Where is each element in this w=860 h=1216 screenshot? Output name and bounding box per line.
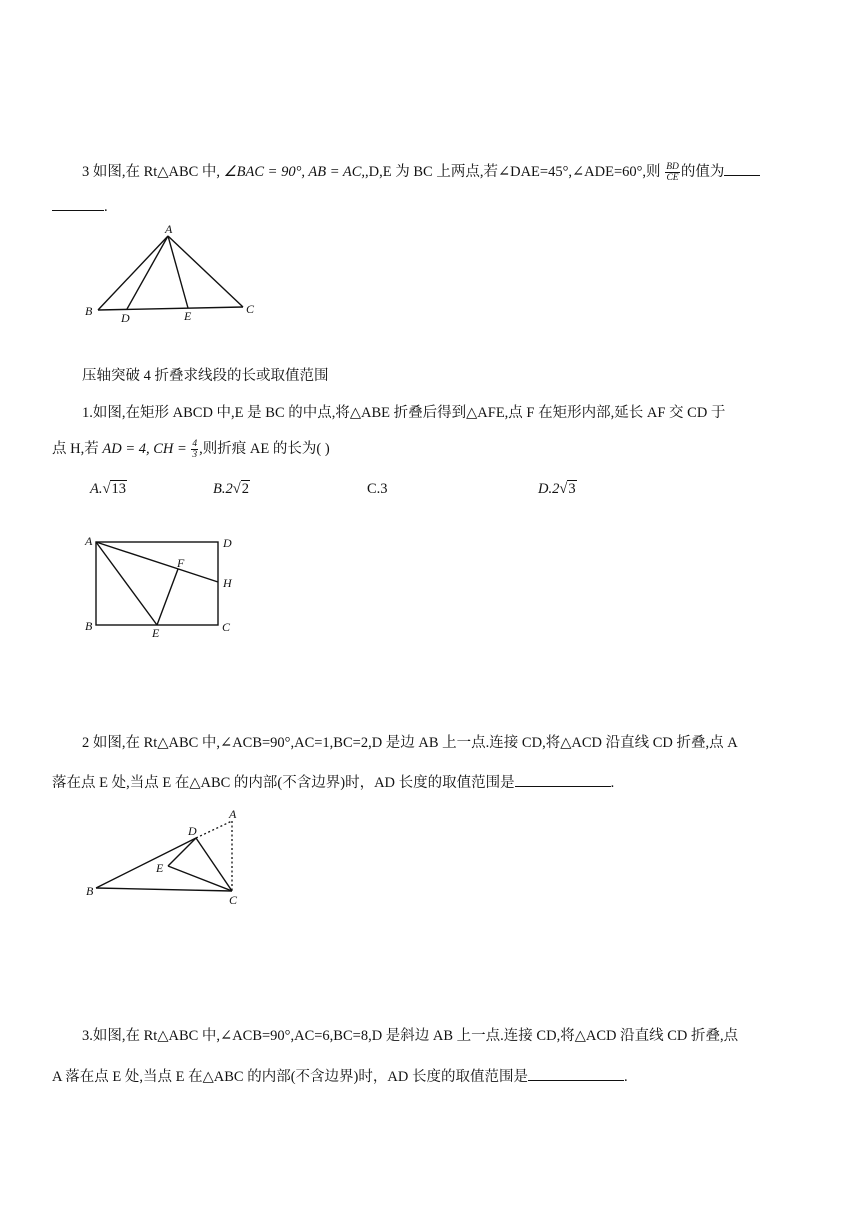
- fig3-label-d: D: [188, 824, 197, 838]
- q1-choice-a: A.√13: [90, 481, 126, 497]
- section-title: 压轴突破 4 折叠求线段的长或取值范围: [82, 368, 329, 384]
- q1-choice-a-value: 13: [111, 481, 126, 497]
- fig2-label-b: B: [85, 619, 93, 633]
- q1-choice-d: D.2√3: [538, 481, 576, 497]
- fig1-label-e: E: [184, 309, 192, 323]
- fig1-label-c: C: [246, 302, 255, 316]
- q1-line2-math: AD = 4, CH =: [102, 441, 191, 457]
- q3a-frac-den: CE: [666, 173, 679, 184]
- q1-frac-num: 4: [192, 439, 198, 450]
- q3a-math: ∠BAC = 90°, AB = AC,: [223, 164, 366, 180]
- q1-line2-suffix: ,则折痕 AE 的长为( ): [199, 441, 330, 457]
- fig3-label-c: C: [229, 893, 238, 907]
- q1-choice-b: B.2√2: [213, 481, 249, 497]
- q3b-line1: 3.如图,在 Rt△ABC 中,∠ACB=90°,AC=6,BC=8,D 是斜边 AB 上一点.连接 CD,将△ACD 沿直线 CD 折叠,点: [82, 1028, 739, 1044]
- q1-choice-a-label: A.: [90, 481, 103, 497]
- fig1-label-d: D: [121, 311, 130, 325]
- fig1-label-b: B: [85, 304, 93, 318]
- q1-choice-d-value: 3: [568, 481, 576, 497]
- fig1-label-a: A: [165, 222, 173, 236]
- fig3-label-b: B: [86, 884, 94, 898]
- q1-frac-den: 3: [192, 450, 198, 461]
- fig2-label-c: C: [222, 620, 231, 634]
- q3b-answer-blank: [528, 1066, 624, 1081]
- q1-choice-b-value: 2: [241, 481, 249, 497]
- q1-line2-prefix: 点 H,若: [52, 441, 103, 457]
- q2-line2-end: .: [610, 775, 615, 791]
- fig2-label-h: H: [223, 576, 232, 590]
- q3a-frac-num: BD: [666, 162, 679, 173]
- q3a-end: .: [104, 199, 108, 215]
- q1-choice-c: C.3: [367, 481, 388, 497]
- fig2-label-d: D: [223, 536, 232, 550]
- fig3-label-a: A: [229, 807, 237, 821]
- q1-choice-b-label: B.2: [213, 481, 233, 497]
- q3a-mid: ,D,E 为 BC 上两点,若∠DAE=45°,∠ADE=60°,则: [365, 164, 665, 180]
- q3a-suffix: 的值为: [680, 164, 725, 180]
- q1-line1: 1.如图,在矩形 ABCD 中,E 是 BC 的中点,将△ABE 折叠后得到△AFE,点 F 在矩形内部,延长 AF 交 CD 于: [82, 405, 726, 421]
- q3b-line2-end: .: [623, 1069, 628, 1085]
- q2-line1: 2 如图,在 Rt△ABC 中,∠ACB=90°,AC=1,BC=2,D 是边 AB 上一点.连接 CD,将△ACD 沿直线 CD 折叠,点 A: [82, 735, 738, 751]
- q3a-prefix: 3 如图,在 Rt△ABC 中,: [82, 164, 224, 180]
- q2-line2-prefix: 落在点 E 处,当点 E 在△ABC 的内部(不含边界)时，AD 长度的取值范围是: [52, 775, 515, 791]
- q1-choice-d-label: D.2: [538, 481, 560, 497]
- fig2-label-a: A: [85, 534, 93, 548]
- fig3-label-e: E: [156, 861, 164, 875]
- fig2-label-e: E: [152, 626, 160, 640]
- fig2-label-f: F: [177, 556, 185, 570]
- q3b-line2: [52, 1066, 628, 1087]
- q3b-line2-prefix: A 落在点 E 处,当点 E 在△ABC 的内部(不含边界)时，AD 长度的取值范围是: [52, 1069, 528, 1085]
